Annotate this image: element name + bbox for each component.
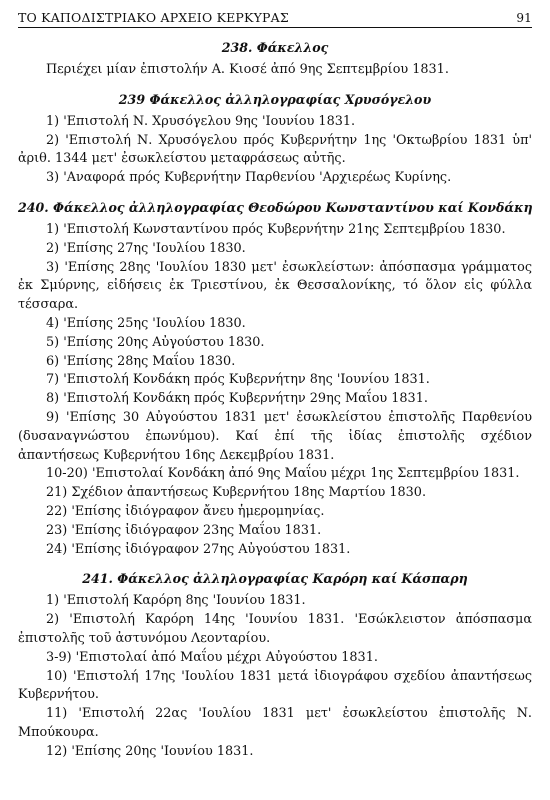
list-item: 2) 'Επιστολή Καρόρη 14ης 'Ιουνίου 1831. 'Εσώκλειστον ἀπόσπασμα ἐπιστολῆς τοῦ ἀστυνόμου Λεονταρίου. <box>18 612 532 646</box>
list-item: 22) 'Επίσης ἰδιόγραφον ἄνευ ἡμερομηνίας. <box>46 503 325 519</box>
list-item: 6) 'Επίσης 28ης Μαΐου 1830. <box>46 353 236 369</box>
list-item: 4) 'Επίσης 25ης 'Ιουλίου 1830. <box>46 315 246 331</box>
list-item: 5) 'Επίσης 20ης Αὐγούστου 1830. <box>46 334 265 350</box>
list-item: 24) 'Επίσης ἰδιόγραφον 27ης Αὐγούστου 1831. <box>46 541 351 557</box>
list-item: 12) 'Επίσης 20ης 'Ιουνίου 1831. <box>46 743 254 759</box>
running-header <box>18 10 532 28</box>
section-title: 238. Φάκελλος <box>221 40 329 55</box>
document-page <box>18 10 532 762</box>
section-240 <box>18 200 532 559</box>
list-item: 7) 'Επιστολή Κονδάκη πρός Κυβερνήτην 8ης 'Ιουνίου 1831. <box>46 372 430 388</box>
paragraph: Περιέχει μίαν ἐπιστολήν Α. Κιοσέ ἀπό 9ης Σεπτεμβρίου 1831. <box>46 62 449 77</box>
list-item: 3) 'Αναφορά πρός Κυβερνήτην Παρθενίου 'Αρχιερέως Κυρίνης. <box>46 170 452 186</box>
section-238 <box>18 40 532 80</box>
list-item: 10-20) 'Επιστολαί Κονδάκη ἀπό 9ης Μαΐου μέχρι 1ης Σεπτεμβρίου 1831. <box>46 466 520 482</box>
list-item: 11) 'Επιστολή 22ας 'Ιουλίου 1831 μετ' ἐσωκλείστου ἐπιστολῆς Ν. Μπούκουρα. <box>18 706 532 740</box>
page-number: 91 <box>516 11 532 25</box>
running-title: ΤΟ ΚΑΠΟΔΙΣΤΡΙΑΚΟ ΑΡΧΕΙΟ ΚΕΡΚΥΡΑΣ <box>18 10 289 25</box>
list-item: 9) 'Επίσης 30 Αὐγούστου 1831 μετ' ἐσωκλείστου ἐπιστολῆς Παρθενίου (δυσαναγνώστου ἐπωνύμου). Καί ἐπί τῆς ἰδίας ἐπιστολῆς σχέδιον ἀπαντήσεως Κυβερνήτου 16ης Δεκεμβρίου 1831. <box>18 409 532 463</box>
list-item: 3-9) 'Επιστολαί ἀπό Μαΐου μέχρι Αὐγούστου 1831. <box>46 649 378 665</box>
section-title: 239 Φάκελλος ἀλληλογραφίας Χρυσόγελου <box>118 91 432 107</box>
section-239 <box>18 92 532 188</box>
list-item: 3) 'Επίσης 28ης 'Ιουλίου 1830 μετ' ἐσωκλείστων: ἀπόσπασμα γράμματος ἐκ Σμύρνης, εἰδήσεις ἐκ Τριεστίνου, ἐκ Θεσσαλονίκης, τό ὅλον εἰς φύλλα τέσσαρα. <box>18 259 532 313</box>
list-item: 21) Σχέδιον ἀπαντήσεως Κυβερνήτου 18ης Μαρτίου 1830. <box>46 485 427 501</box>
list-item: 8) 'Επιστολή Κονδάκη πρός Κυβερνήτην 29ης Μαΐου 1831. <box>46 391 428 407</box>
list-item: 1) 'Επιστολή Καρόρη 8ης 'Ιουνίου 1831. <box>46 593 306 609</box>
section-title: 241. Φάκελλος ἀλληλογραφίας Καρόρη καί Κάσπαρη <box>82 571 468 587</box>
list-item: 1) 'Επιστολή Κωνσταντίνου πρός Κυβερνήτην 21ης Σεπτεμβρίου 1830. <box>46 221 506 237</box>
list-item: 10) 'Επιστολή 17ης 'Ιουλίου 1831 μετά ἰδιογράφου σχεδίου ἀπαντήσεως Κυβερνήτου. <box>18 668 532 703</box>
section-241 <box>18 571 532 761</box>
section-title: 240. Φάκελλος ἀλληλογραφίας Θεοδώρου Κωνσταντίνου καί Κονδάκη <box>18 199 533 215</box>
list-item: 1) 'Επιστολή Ν. Χρυσόγελου 9ης 'Ιουνίου 1831. <box>46 113 356 129</box>
list-item: 2) 'Επιστολή Ν. Χρυσόγελου πρός Κυβερνήτην 1ης 'Οκτωβρίου 1831 ὑπ' ἀριθ. 1344 μετ' ἐσωκλείστου μεταφράσεως αὐτῆς. <box>18 132 532 167</box>
list-item: 23) 'Επίσης ἰδιόγραφον 23ης Μαΐου 1831. <box>46 522 322 538</box>
list-item: 2) 'Επίσης 27ης 'Ιουλίου 1830. <box>46 240 246 256</box>
